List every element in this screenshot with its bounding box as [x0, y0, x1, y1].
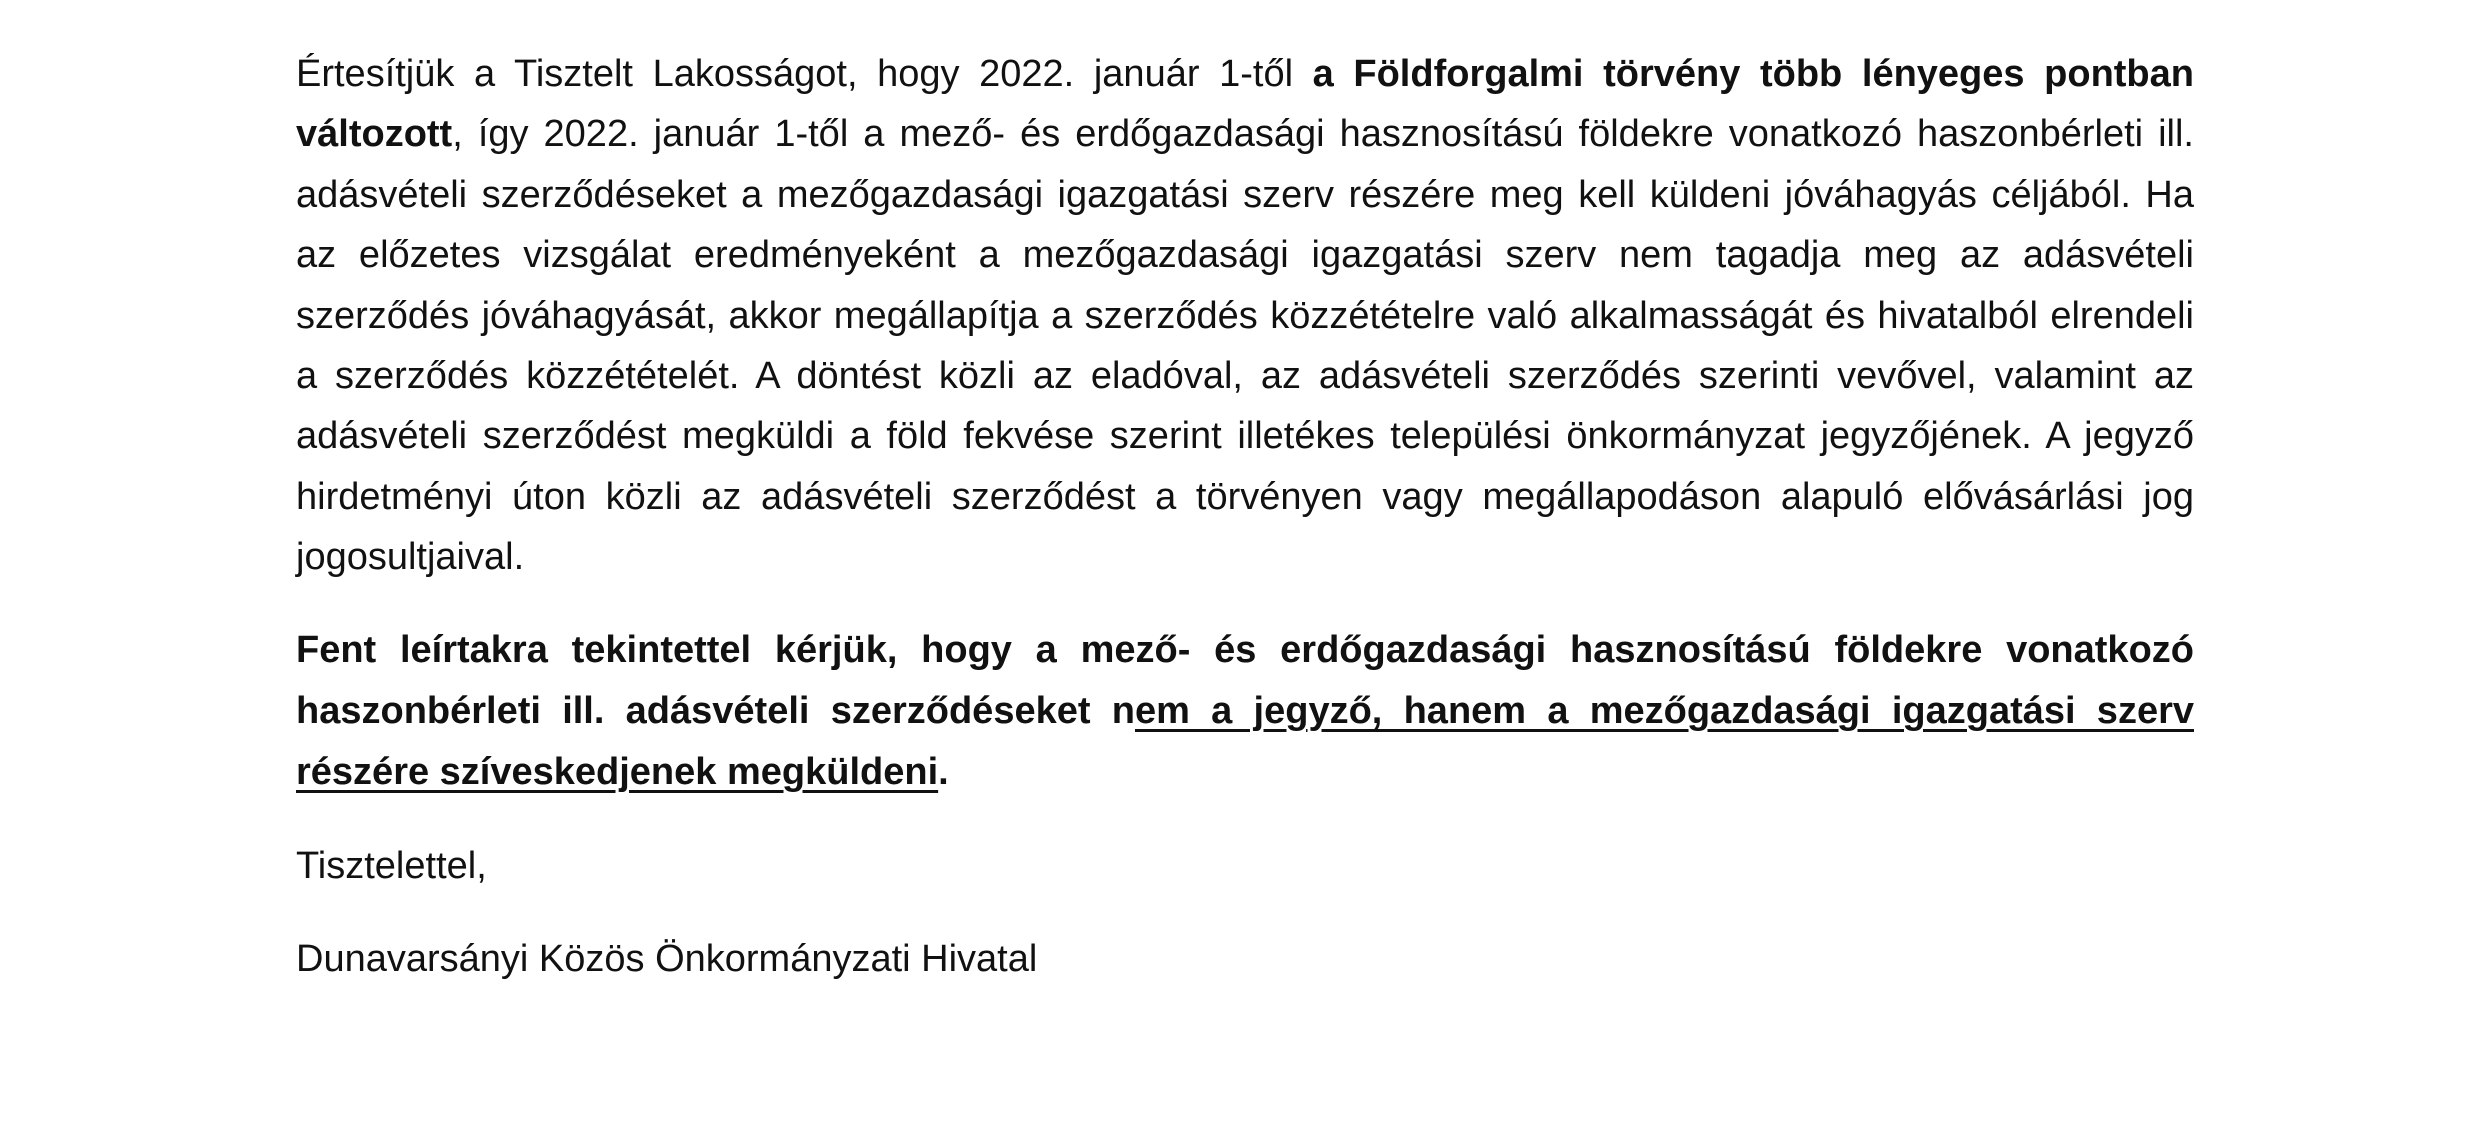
- signature: Dunavarsányi Közös Önkormányzati Hivatal: [296, 938, 1038, 981]
- document-page: [296, 44, 2194, 989]
- request-text: Fent leírtakra tekintettel kérjük, hogy a mező- és erdőgazdasági hasznosítású földekre vonatkozó haszonbérleti ill. adásvételi szerződéseket n: [296, 628, 2194, 732]
- request-end-punctuation: .: [938, 750, 949, 793]
- request-underlined-text: em a jegyző, hanem a mezőgazdasági igazgatási szerv részére szíveskedjenek megküldeni: [296, 689, 2194, 793]
- request-paragraph: [296, 620, 2194, 803]
- closing-salutation: Tisztelettel,: [296, 844, 487, 887]
- notice-intro-text: Értesítjük a Tisztelt Lakosságot, hogy 2022. január 1-től: [296, 53, 1313, 95]
- notice-body-text: , így 2022. január 1-től a mező- és erdőgazdasági hasznosítású földekre vonatkozó haszonbérleti ill. adásvételi szerződéseket a mezőgazdasági igazgatási szerv részére meg kell küldeni jóváhagyás céljából. Ha az előzetes vizsgálat eredményeként a mezőgazdasági igazgatási szerv nem tagadja meg az adásvételi szerződés jóváhagyását, akkor megállapítja a szerződés közzétételre való alkalmasságát és hivatalból elrendeli a szerződés közzétételét. A döntést közli az eladóval, az adásvételi szerződés szerinti vevővel, valamint az adásvételi szerződést megküldi a föld fekvése szerint illetékes települési önkormányzat jegyzőjének. A jegyző hirdetményi úton közli az adásvételi szerződést a törvényen vagy megállapodáson alapuló elővásárlási jog jogosultjaival.: [296, 113, 2194, 579]
- notice-paragraph: [296, 44, 2194, 588]
- notice-bold-statement: a Földforgalmi törvény több lényeges pontban változott: [296, 53, 2194, 156]
